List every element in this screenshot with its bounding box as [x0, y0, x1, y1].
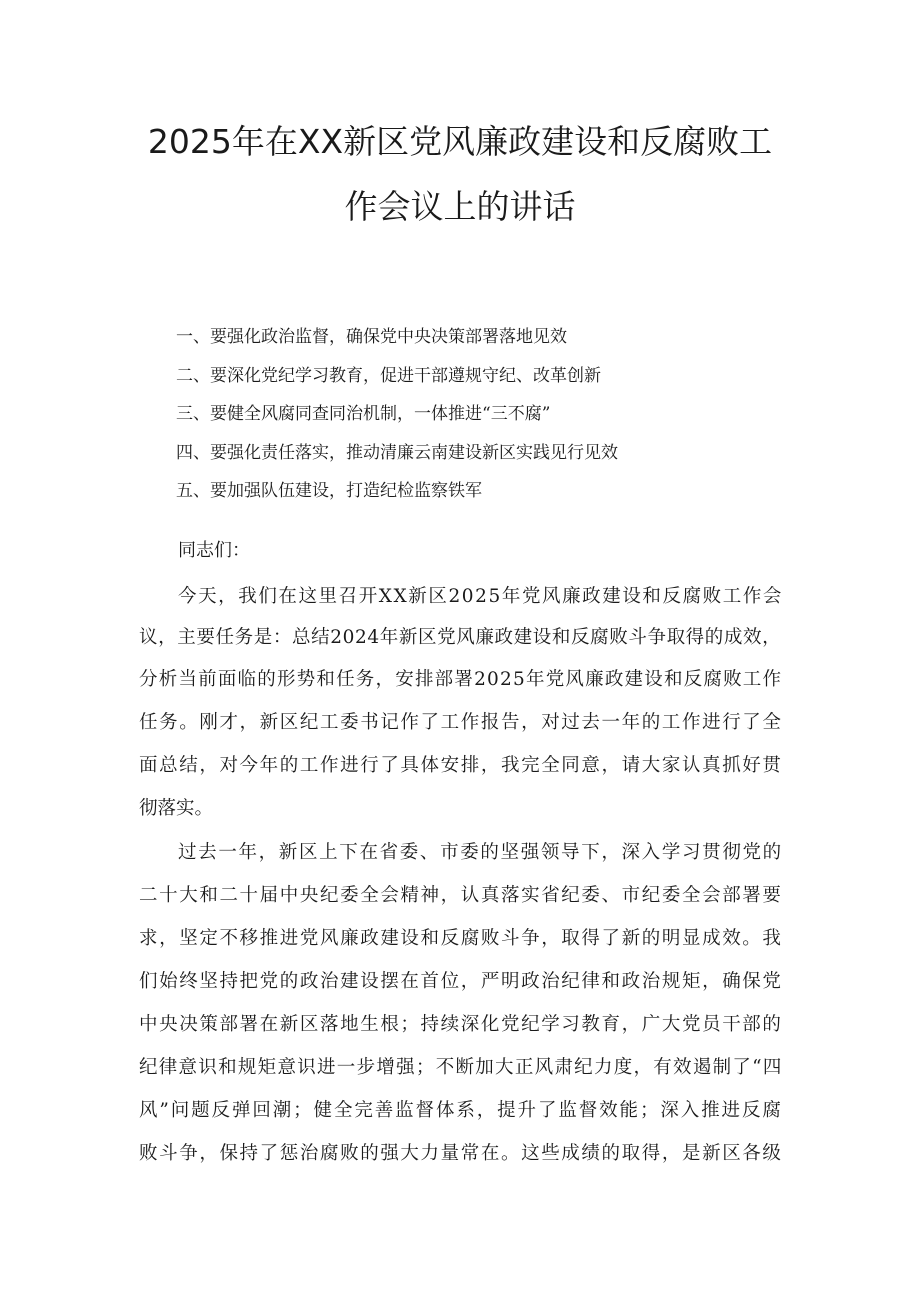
outline-list	[176, 318, 618, 511]
paragraph-1-line-3: 分析当前面临的形势和任务，安排部署2025年党风廉政建设和反腐败工作	[139, 669, 783, 690]
outline-item-1: 一、要强化政治监督，确保党中央决策部署落地见效	[176, 327, 567, 347]
paragraph-2-line-6: 纪律意识和规矩意识进一步增强；不断加大正风肃纪力度，有效遏制了“四	[139, 1057, 783, 1078]
paragraph-2-line-7: 风”问题反弹回潮；健全完善监督体系，提升了监督效能；深入推进反腐	[139, 1100, 783, 1121]
outline-item-5: 五、要加强队伍建设，打造纪检监察铁军	[176, 481, 482, 501]
paragraph-2-line-5: 中央决策部署在新区落地生根；持续深化党纪学习教育，广大党员干部的	[139, 1014, 783, 1035]
paragraph-1-line-2: 议，主要任务是：总结2024年新区党风廉政建设和反腐败斗争取得的成效，	[139, 627, 782, 648]
document-title-line-1: 2025年在XX新区党风廉政建设和反腐败工	[147, 122, 773, 161]
paragraph-2-line-2: 二十大和二十届中央纪委全会精神，认真落实省纪委、市纪委全会部署要	[139, 885, 783, 906]
document-title-line-2: 作会议上的讲话	[344, 187, 576, 226]
paragraph-2-line-1: 过去一年，新区上下在省委、市委的坚强领导下，深入学习贯彻党的	[178, 842, 783, 863]
paragraph-1-line-5: 面总结，对今年的工作进行了具体安排，我完全同意，请大家认真抓好贯	[139, 755, 783, 776]
outline-item-3: 三、要健全风腐同查同治机制，一体推进“三不腐”	[176, 404, 551, 424]
paragraph-2-line-4: 们始终坚持把党的政治建设摆在首位，严明政治纪律和政治规矩，确保党	[139, 971, 783, 992]
outline-item-4: 四、要强化责任落实，推动清廉云南建设新区实践见行见效	[176, 442, 618, 463]
salutation: 同志们：	[178, 540, 250, 561]
paragraph-1-line-1: 今天，我们在这里召开XX新区2025年党风廉政建设和反腐败工作会	[178, 586, 783, 607]
paragraph-2-line-8: 败斗争，保持了惩治腐败的强大力量常在。这些成绩的取得，是新区各级	[139, 1143, 783, 1164]
paragraph-1-line-4: 任务。刚才，新区纪工委书记作了工作报告，对过去一年的工作进行了全	[139, 712, 783, 733]
paragraph-1-line-6: 彻落实。	[139, 798, 214, 819]
paragraph-2-line-3: 求，坚定不移推进党风廉政建设和反腐败斗争，取得了新的明显成效。我	[139, 928, 783, 949]
outline-item-2: 二、要深化党纪学习教育，促进干部遵规守纪、改革创新	[176, 365, 601, 386]
